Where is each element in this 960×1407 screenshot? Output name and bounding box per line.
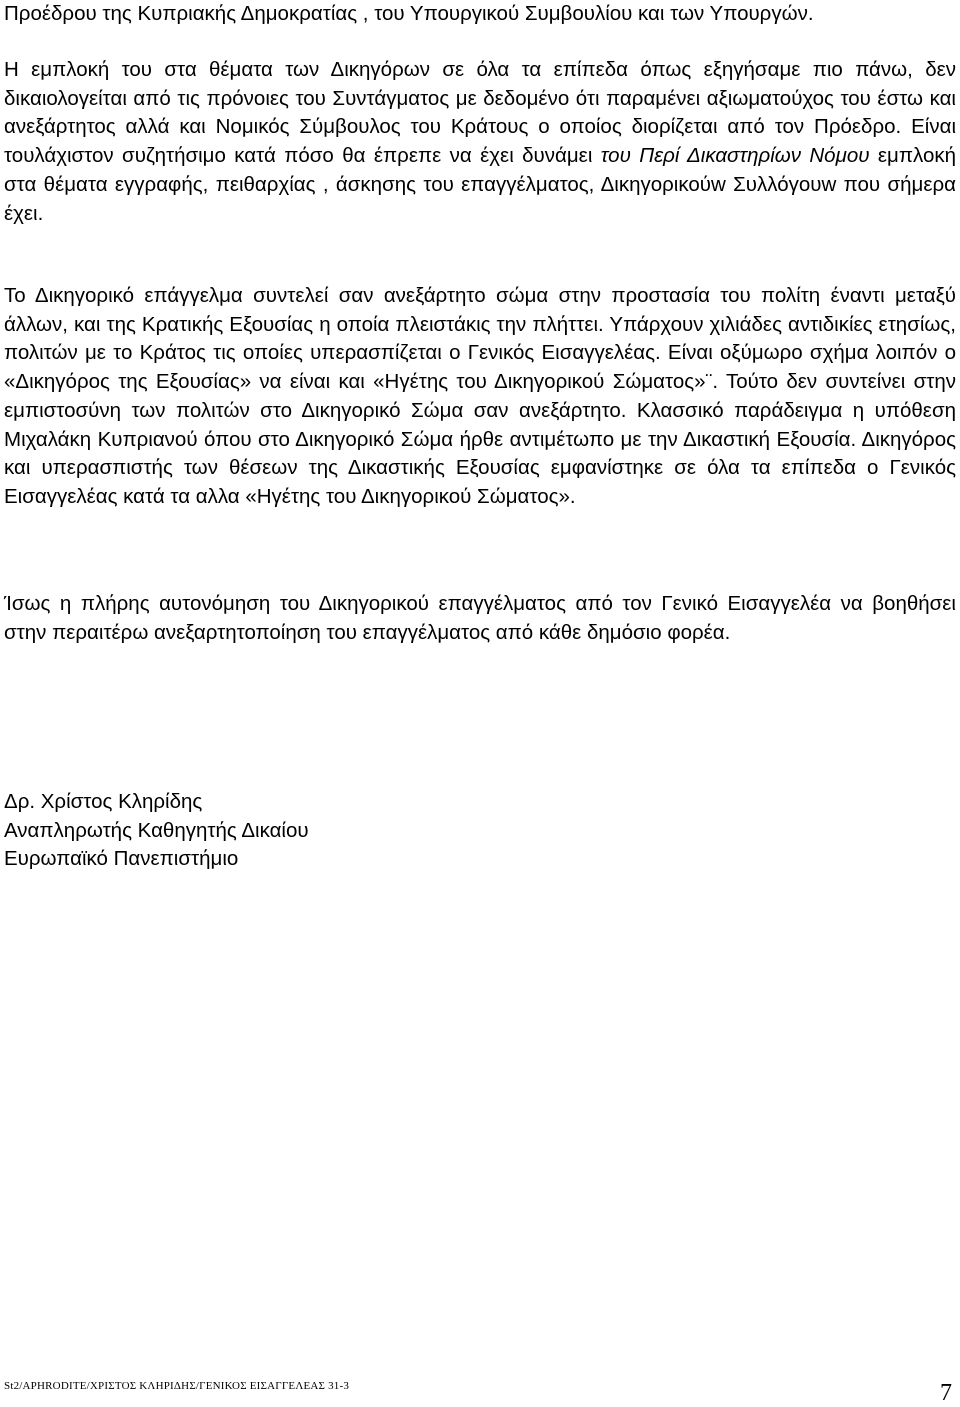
signature-block [4, 788, 309, 874]
page-number: 7 [940, 1380, 952, 1406]
paragraph-text: εμπλοκή στα θέματα εγγραφής, πειθαρχίας , άσκησης του επαγγέλματος, Δικηγορικούw Συλλόγουw που σήμερα έχει. [4, 144, 956, 225]
paragraph-conclusion: Ίσως η πλήρης αυτονόμηση του Δικηγορικού επαγγέλματος από τον Γενικό Εισαγγελέα να βοηθήσει στην περαιτέρω ανεξαρτητοποίηση του επαγγέλματος από κάθε δημόσιο φορέα. [4, 592, 956, 644]
author-title: Αναπληρωτής Καθηγητής Δικαίου [4, 818, 309, 842]
italic-law-title: του Περί Δικαστηρίων Νόμου [600, 144, 870, 168]
paragraph-continuation: Προέδρου της Κυπριακής Δημοκρατίας , του Υπουργικού Συμβουλίου και των Υπουργών. [4, 2, 814, 25]
author-name: Δρ. Χρίστος Κληρίδης [4, 790, 203, 813]
paragraph-attorney-general-role [4, 56, 956, 228]
paragraph-text: Η εμπλοκή του στα θέματα των Δικηγόρων σε όλα τα επίπεδα όπως εξηγήσαμε πιο πάνω, δεν δικαιολογείται από τις πρόνοιες του Συντάγματος με δεδομένο ότι παραμένει αξιωματούχος του έστω και ανεξάρτητος αλλά και Νομικός Σύμβουλος του Κράτους ο οποίος διορίζεται από τον Πρόεδρο. Είναι τουλάχιστον συζητήσιμο κατά πόσο θα έπρεπε να έχει δυνάμει [4, 58, 956, 168]
author-institution: Ευρωπαϊκό Πανεπιστήμιο [4, 847, 239, 870]
footer-file-path: St2/APHRODITE/ΧΡΙΣΤΟΣ ΚΛΗΡΙΔΗΣ/ΓΕΝΙΚΟΣ ΕΙΣΑΓΓΕΛΕΑΣ 31-3 [4, 1380, 350, 1392]
paragraph-legal-profession: Το Δικηγορικό επάγγελμα συντελεί σαν ανεξάρτητο σώμα στην προστασία του πολίτη έναντι μεταξύ άλλων, και της Κρατικής Εξουσίας η οποία πλειστάκις την πλήττει. Υπάρχουν χιλιάδες αντιδικίες ετησίως, πολιτών με το Κράτος τις οποίες υπερασπίζεται ο Γενικός Εισαγγελέας. Είναι οξύμωρο σχήμα λοιπόν ο «Δικηγόρος της Εξουσίας» να είναι και «Ηγέτης του Δικηγορικού Σώματος»¨. Τούτο δεν συντείνει στην εμπιστοσύνη των πολιτών στο Δικηγορικό Σώμα σαν ανεξάρτητο. Κλασσικό παράδειγμα η υπόθεση Μιχαλάκη Κυπριανού όπου στο Δικηγορικό Σώμα ήρθε αντιμέτωπο με την Δικαστική Εξουσία. Δικηγόρος και υπερασπιστής των θέσεων της Δικαστικής Εξουσίας εμφανίστηκε σε όλα τα επίπεδα ο Γενικός Εισαγγελέας κατά τα αλλα «Ηγέτης του Δικηγορικού Σώματος». [4, 284, 956, 508]
